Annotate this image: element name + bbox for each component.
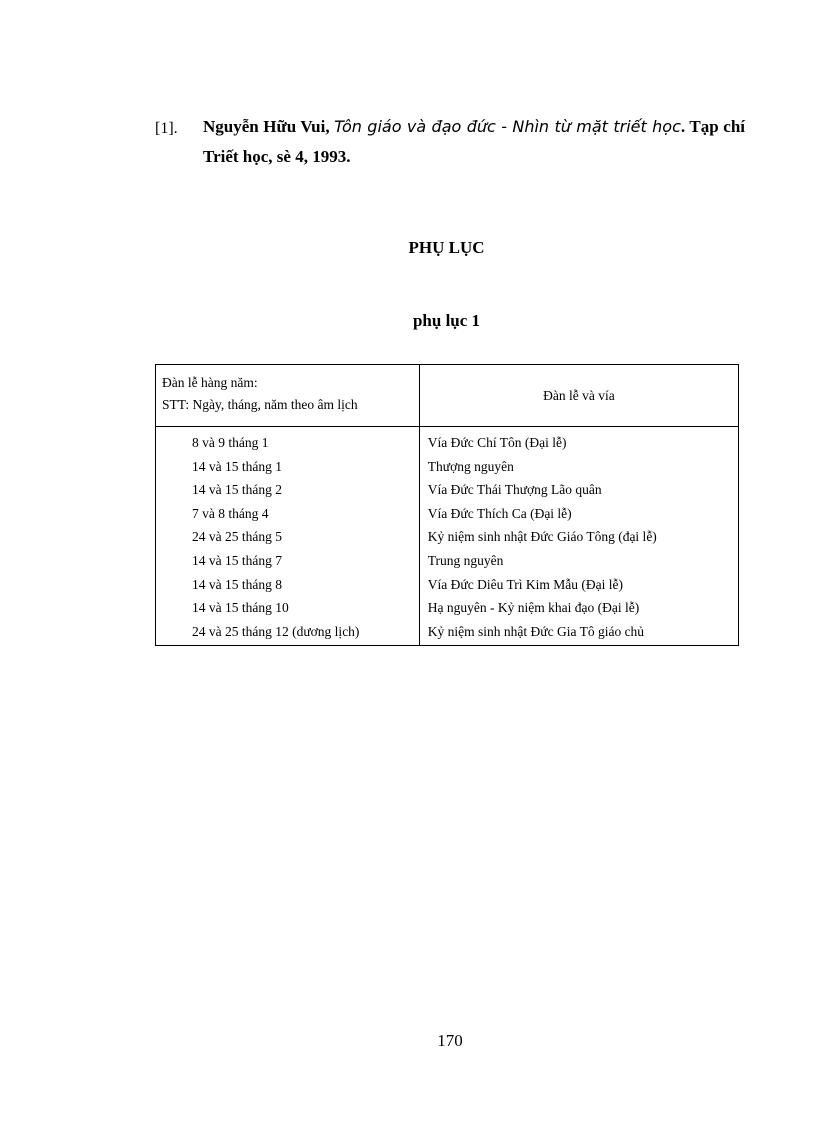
reference-source-line1: . Tạp xyxy=(680,117,719,136)
date-item: 24 và 25 tháng 5 xyxy=(192,529,282,545)
date-item: 14 và 15 tháng 8 xyxy=(192,576,282,592)
event-item: Thượng nguyên xyxy=(427,458,514,474)
events-column xyxy=(419,427,738,646)
appendix-subheading: phụ lục 1 xyxy=(412,311,481,330)
date-item: 14 và 15 tháng 2 xyxy=(192,482,282,498)
table-body-row xyxy=(156,427,739,646)
header-left-line1: Đàn lễ hàng năm: xyxy=(162,375,258,390)
table-header-row xyxy=(156,365,739,427)
reference-author: Nguyễn Hữu Vui, xyxy=(203,117,330,136)
date-item: 14 và 15 tháng 1 xyxy=(192,458,282,474)
appendix-heading: PHỤ LỤC xyxy=(408,238,485,257)
date-item: 7 và 8 tháng 4 xyxy=(192,505,269,521)
reference-entry xyxy=(155,112,745,172)
table-header-left xyxy=(156,365,420,427)
event-item: Kỷ niệm sinh nhật Đức Giáo Tông (đại lễ) xyxy=(427,529,657,545)
date-item: 8 và 9 tháng 1 xyxy=(192,435,269,450)
date-item: 14 và 15 tháng 10 xyxy=(192,600,289,616)
header-left-line2: STT: Ngày, tháng, năm theo âm lịch xyxy=(162,397,358,412)
event-item: Vía Đức Thái Thượng Lão quân xyxy=(427,482,602,498)
reference-number: [1]. xyxy=(155,120,178,137)
table-header-right: Đàn lễ và vía xyxy=(419,365,738,427)
date-item: 14 và 15 tháng 7 xyxy=(192,552,282,568)
dates-column xyxy=(156,427,420,646)
event-item: Trung nguyên xyxy=(427,552,504,568)
reference-body xyxy=(203,112,745,172)
event-item: Vía Đức Diêu Trì Kim Mẫu (Đại lễ) xyxy=(427,576,623,592)
reference-source-line2: chí Triết học, sè 4, 1993. xyxy=(203,117,746,166)
event-item: Kỷ niệm sinh nhật Đức Gia Tô giáo chủ xyxy=(427,623,645,639)
reference-title: Tôn giáo và đạo đức - Nhìn từ mặt triết học xyxy=(334,117,681,136)
event-item: Hạ nguyên - Kỷ niệm khai đạo (Đại lễ) xyxy=(427,600,640,616)
event-item: Vía Đức Chí Tôn (Đại lễ) xyxy=(427,435,567,450)
event-item: Vía Đức Thích Ca (Đại lễ) xyxy=(427,505,572,521)
appendix-table xyxy=(155,364,739,646)
date-item: 24 và 25 tháng 12 (dương lịch) xyxy=(192,623,360,639)
page-number: 170 xyxy=(437,1031,463,1050)
